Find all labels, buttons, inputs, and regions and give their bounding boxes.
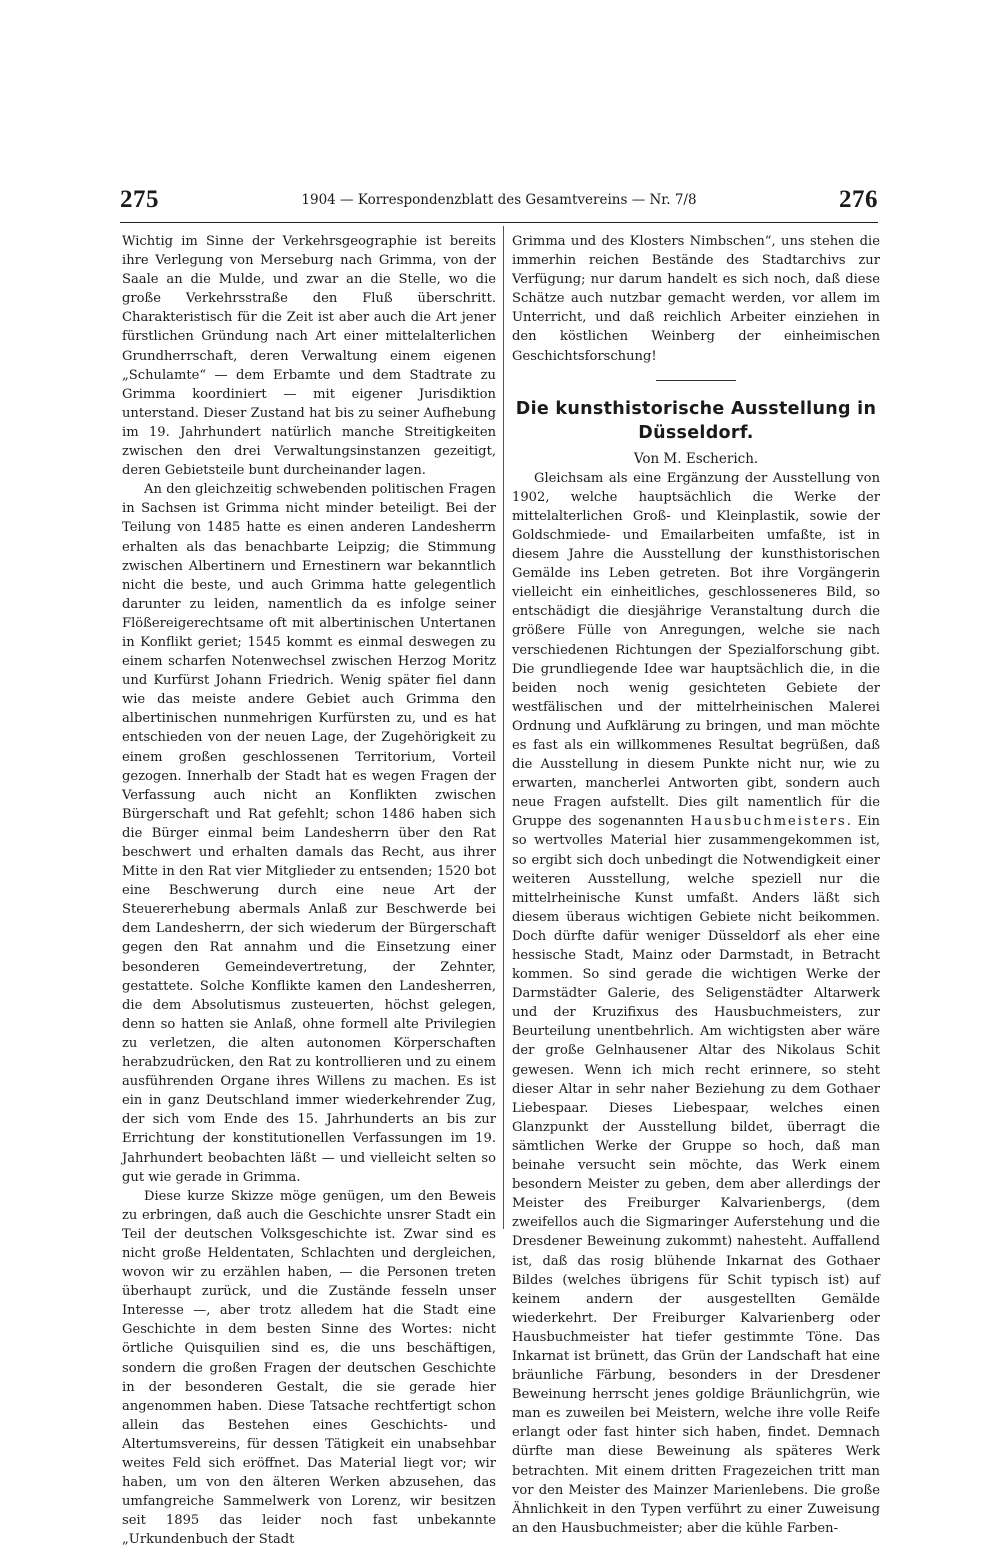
page-number-left: 275 [120,186,159,213]
right-column [512,232,880,1538]
paragraph [512,469,880,1538]
text-run: . Ein so wertvolles Material hier zusammengekommen ist, so ergibt sich doch unbedingt die Notwendigkeit einer weiteren Ausstellung, welche speziell nur die mittelrheinische Kunst umfaßt. Anders läßt sich diesem überaus wichtigen Gebiete nicht beikommen. Doch dürfte dafür weniger Düsseldorf als eher eine hessische Stadt, Mainz oder Darmstadt, in Betracht kommen. So sind gerade die wichtigen Werke der Darmstädter Galerie, des Seligenstädter Altarwerk und der Kruzifixus des Hausbuchmeisters, zur Beurteilung unentbehrlich. Am wichtigsten aber wäre der große Gelnhausener Altar des Nikolaus Schit gewesen. Wenn ich mich recht erinnere, so steht dieser Altar in sehr naher Beziehung zu dem Gothaer Liebespaar. Dieses Liebespaar, welches einen Glanzpunkt der Ausstellung bildet, überragt die sämtlichen Werke der Gruppe so hoch, daß man beinahe versucht sein möchte, das Werk einem besondern Meister zu geben, dem aber allerdings der Meister des Freiburger Kalvarienbergs, (dem zweifellos auch die Sigmaringer Auferstehung und die Dresdener Beweinung zukommt) nahesteht. Auffallend ist, daß das rosig blühende Inkarnat des Gothaer Bildes (welches übrigens für Schit typisch ist) auf keinem andern der ausgestellten Gemälde wiederkehrt. Der Freiburger Kalvarienberg oder Hausbuchmeister hat tiefer gestimmte Töne. Das Inkarnat ist brünett, das Grün der Landschaft hat eine bräunliche Färbung, besonders in der Dresdener Beweinung herrscht jenes goldige Bräunlichgrün, wie man es zuweilen bei Meistern, welche ihre volle Reife erlangt oder fast hinter sich haben, findet. Demnach dürfte man diese Beweinung als späteres Werk betrachten. Mit einem dritten Fragezeichen tritt man vor den Meister des Mainzer Marienlebens. Die große Ähnlichkeit in den Typen verführt zu einer Zuweisung an den Hausbuchmeister; aber die kühle Farben- [512,814,880,1536]
left-column [122,232,496,1549]
article-title: Die kunsthistorische Ausstellung in Düsseldorf. [515,398,877,443]
running-head: 1904 — Korrespondenzblatt des Gesamtvereins — Nr. 7/8 [301,192,697,208]
text-run: Gleichsam als eine Ergänzung der Ausstellung von 1902, welche hauptsächlich die Werke der mittelalterlichen Groß- und Kleinplastik, sowie der Goldschmiede- und Emailarbeiten umfaßte, ist in diesem Jahre die Ausstellung der kunsthistorischen Gemälde ins Leben getreten. Bot ihre Vorgängerin vielleicht ein einheitliches, geschlosseneres Bild, so entschädigt die diesjährige Veranstaltung durch die größere Fülle von Anregungen, welche sie nach verschiedenen Richtungen der Spezialforschung gibt. Die grundliegende Idee war hauptsächlich die, in die beiden noch wenig gesichteten Gebiete der westfälischen und der mittelrheinischen Malerei Ordnung und Aufklärung zu bringen, und man möchte es fast als ein willkommenes Resultat begrüßen, daß die Ausstellung in diesem Punkte nicht nur, wie zu erwarten, mancherlei Antworten gibt, sondern auch neue Fragen aufstellt. Dies gilt namentlich für die Gruppe des sogenannten [512,470,880,830]
page-number-right: 276 [839,186,878,213]
paragraph: Grimma und des Klosters Nimbschen“, uns stehen die immerhin reichen Bestände des Stadtarchivs zur Verfügung; nur darum handelt es sich noch, daß diese Schätze auch nutzbar gemacht werden, vor allem im Unterricht, und daß reichlich Arbeiter einziehen in den köstlichen Weinberg der einheimischen Geschichtsforschung! [512,234,880,364]
paragraph: Diese kurze Skizze möge genügen, um den Beweis zu erbringen, daß auch die Geschichte unsrer Stadt ein Teil der deutschen Volksgeschichte ist. Zwar sind es nicht große Heldentaten, Schlachten und dergleichen, wovon wir zu erzählen haben, — die Personen treten überhaupt zurück, und die Zustände fesseln unser Interesse —, aber trotz alledem hat die Stadt eine Geschichte in dem besten Sinne des Wortes: nicht örtliche Quisquilien sind es, die uns beschäftigen, sondern die großen Fragen der deutschen Geschichte in der besonderen Gestalt, die sie gerade hier angenommen haben. Diese Tatsache rechtfertigt schon allein das Bestehen eines Geschichts- und Altertumsvereins, für dessen Tätigkeit ein unabsehbar weites Feld sich eröffnet. Das Material liegt vor; wir haben, um von den älteren Werken abzusehen, das umfangreiche Sammelwerk von Lorenz, wir besitzen seit 1895 das leider noch fast unbekannte „Urkundenbuch der Stadt [122,1188,496,1548]
section-separator [656,380,736,381]
spaced-term: Hausbuchmeisters [690,814,847,830]
page-header [120,186,878,216]
article-byline: Von M. Escherich. [633,450,759,467]
header-rule [120,222,878,223]
paragraph: An den gleichzeitig schwebenden politischen Fragen in Sachsen ist Grimma nicht minder beteiligt. Bei der Teilung von 1485 hatte es einen anderen Landesherrn erhalten als das benachbarte Leipzig; die Stimmung zwischen Albertinern und Ernestinern war bekanntlich nicht die beste, und auch Grimma hatte gelegentlich darunter zu leiden, namentlich da es infolge seiner Flößereigerechtsame oft mit albertinischen Untertanen in Konflikt geriet; 1545 kommt es einmal deswegen zu einem scharfen Notenwechsel zwischen Herzog Moritz und Kurfürst Johann Friedrich. Wenig später fiel dann wie das meiste andere Gebiet auch Grimma den albertinischen nunmehrigen Kurfürsten zu, und es hat entschieden von der neuen Lage, der Zugehörigkeit zu einem großen geschlossenen Territorium, Vorteil gezogen. Innerhalb der Stadt hat es wegen Fragen der Verfassung auch nicht an Konflikten zwischen Bürgerschaft und Rat gefehlt; schon 1486 haben sich die Bürger einmal beim Landesherrn über den Rat beschwert und erhalten damals das Recht, aus ihrer Mitte in den Rat vier Mitglieder zu entsenden; 1520 bot eine Beschwerung durch eine neue Art der Steuererhebung abermals Anlaß zur Beschwerde bei dem Landesherrn, der sich wiederum der Bürgerschaft gegen den Rat annahm und die Einsetzung einer besonderen Gemeindevertretung, der Zehnter, gestattete. Solche Konflikte kamen den Landesherren, die dem Absolutismus zusteuerten, höchst gelegen, denn so hatten sie Anlaß, ohne formell alte Privilegien zu verletzen, die alten autonomen Körperschaften herabzudrücken, den Rat zu kontrollieren und zu einem ausführenden Organe ihres Willens zu machen. Es ist ein in ganz Deutschland immer wiederkehrender Zug, der sich vom Ende des 15. Jahrhunderts an bis zur Errichtung der konstitutionellen Verfassungen im 19. Jahrhundert beobachten läßt — und vielleicht selten so gut wie gerade in Grimma. [122,482,496,1185]
paragraph: Wichtig im Sinne der Verkehrsgeographie ist bereits ihre Verlegung von Merseburg nach Grimma, von der Saale an die Mulde, und zwar an die Stelle, wo die große Verkehrsstraße den Fluß überschritt. Charakteristisch für die Zeit ist aber auch die Art jener fürstlichen Gründung nach Art einer mittelalterlichen Grundherrschaft, deren Verwaltung einem eigenen „Schulamte“ — dem Erbamte und dem Stadtrate zu Grimma koordiniert — mit eigener Jurisdiktion unterstand. Dieser Zustand hat bis zu seiner Aufhebung im 19. Jahrhundert natürlich manche Streitigkeiten zwischen den drei Verwaltungsinstanzen gezeitigt, deren Gebietsteile bunt durcheinander lagen. [122,234,496,479]
column-divider [503,226,504,1229]
